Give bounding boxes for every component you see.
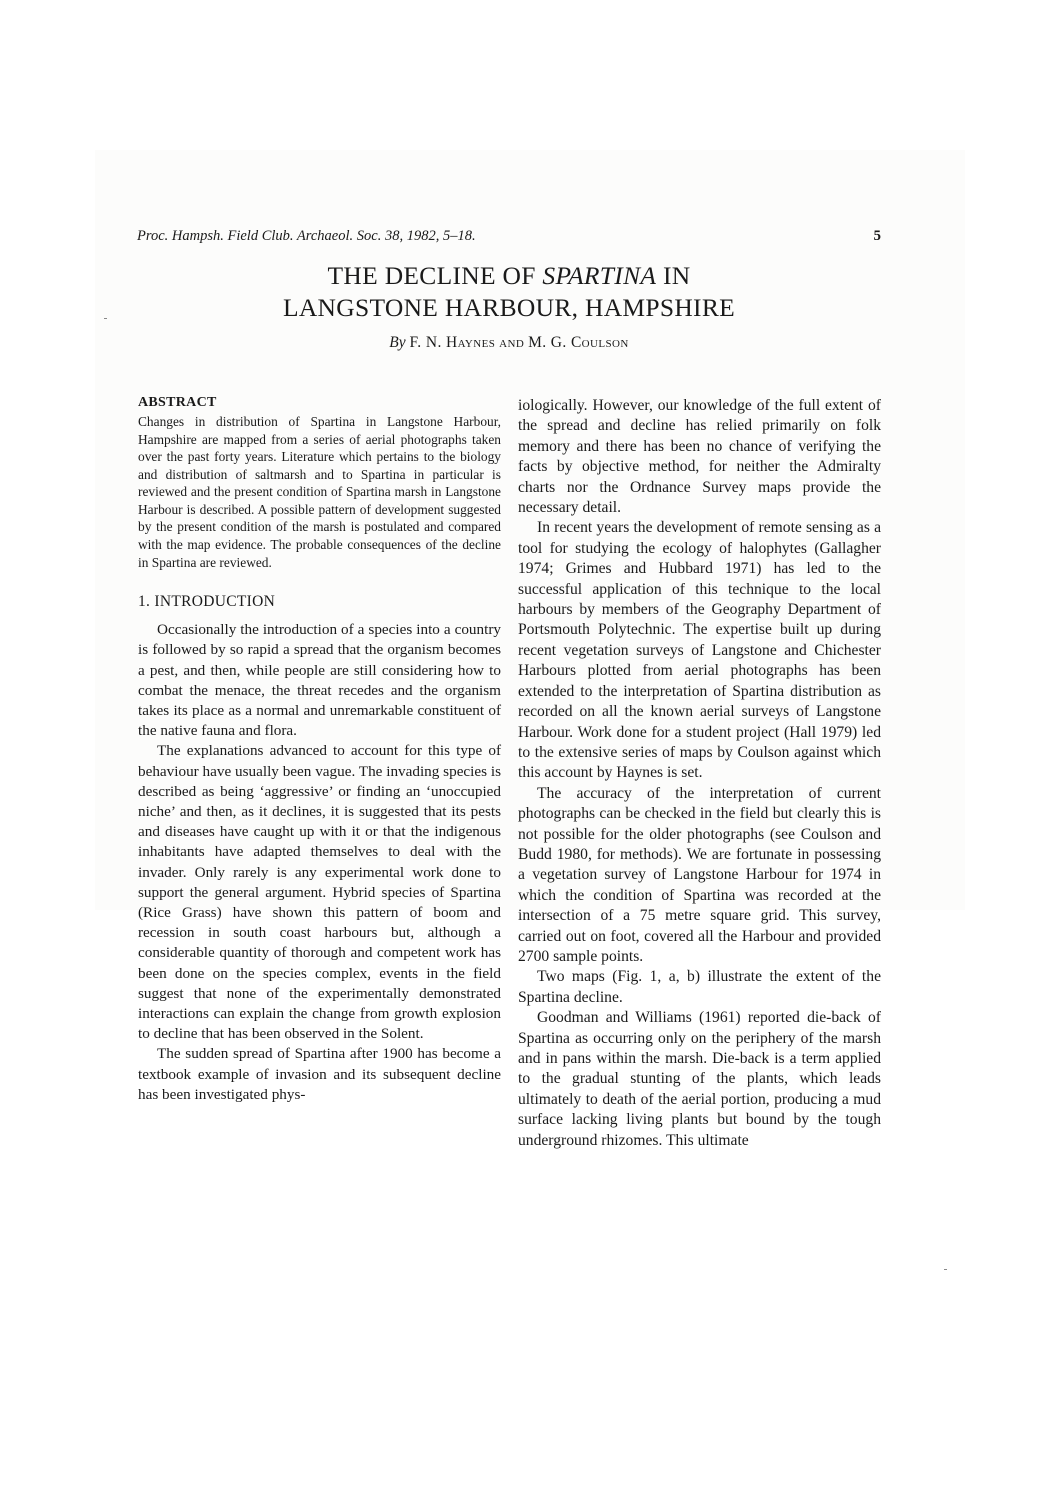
- scan-speck: [104, 318, 107, 319]
- right-column: [518, 396, 881, 1151]
- byline: [137, 334, 881, 352]
- paragraph: Occasionally the introduction of a species into a country is followed by so rapid a spread that the organism becomes a pest, and then, while people are still considering how to combat the menace, the threat recedes and the organism takes its place as a normal and unremarkable constituent of the native fauna and flora.: [138, 621, 501, 740]
- paragraph: The accuracy of the interpretation of current photographs can be checked in the field but clearly this is not possible for the older photographs (see Coulson and Budd 1980, for methods). We are fortunate in possessing a vegetation survey of Langstone Harbour for 1974 in which the condition of Spartina was recorded at the intersection of a 75 metre square grid. This survey, carried out on foot, covered all the Harbour and provided 2700 sample points.: [518, 784, 881, 965]
- byline-by: By: [389, 334, 406, 351]
- left-column: [138, 393, 501, 1105]
- title-italic: SPARTINA: [542, 261, 657, 290]
- scan-speck: [944, 1269, 947, 1270]
- title-line-1: [137, 260, 881, 292]
- title-prefix: THE DECLINE OF: [327, 261, 543, 290]
- author-2: M. G. Coulson: [528, 334, 629, 351]
- introduction-body: [138, 620, 501, 1105]
- title-line-2: LANGSTONE HARBOUR, HAMPSHIRE: [282, 293, 736, 322]
- title-suffix: IN: [656, 261, 691, 290]
- paragraph: In recent years the development of remote sensing as a tool for studying the ecology of halophytes (Gallagher 1974; Grimes and Hubbard 1971) has led to the successful application of this technique to the local harbours by members of the Geography Department of Portsmouth Polytechnic. The expertise built up during recent vegetation surveys of Langstone and Chichester Harbours plotted from aerial photographs has been extended to the interpretation of Spartina distribution as recorded on all the known aerial surveys of Langstone Harbour. Work done for a student project (Hall 1979) led to the extensive series of maps by Coulson against which this account by Haynes is set.: [518, 519, 881, 782]
- journal-citation: Proc. Hampsh. Field Club. Archaeol. Soc. 38, 1982, 5–18.: [137, 228, 476, 244]
- article-title: [137, 260, 881, 324]
- paragraph: The explanations advanced to account for this type of behaviour have usually been vague. The invading species is described as being ‘aggressive’ or finding an ‘unoccupied niche’ and then, as it declines, it is suggested that its pests and diseases have caught up with it or that the indigenous inhabitants have adapted themselves to deal with the invader. Only rarely is any experimental work done to support the general argument. Hybrid species of Spartina (Rice Grass) have shown this pattern of boom and recession in south coast harbours but, although a considerable quantity of thorough and competent work has been done on the species complex, events in the field suggest that none of the experimentally demonstrated interactions can explain the change from growth explosion to decline that has been observed in the Solent.: [138, 742, 501, 1043]
- paragraph: iologically. However, our knowledge of the full extent of the spread and decline has relied primarily on folk memory and there has been no chance of verifying the facts by objective method, for neither the Admiralty charts nor the Ordnance Survey maps provide the necessary detail.: [518, 397, 881, 517]
- paragraph: The sudden spread of Spartina after 1900 has become a textbook example of invasion and its subsequent decline has been investigated phys-: [138, 1045, 501, 1103]
- author-1: F. N. Haynes: [409, 334, 496, 351]
- section-heading-introduction: 1. INTRODUCTION: [138, 593, 276, 611]
- paragraph: Two maps (Fig. 1, a, b) illustrate the extent of the Spartina decline.: [518, 968, 881, 1006]
- byline-and: and: [499, 334, 525, 351]
- abstract-heading: ABSTRACT: [138, 395, 217, 410]
- abstract-text: Changes in distribution of Spartina in Langstone Harbour, Hampshire are mapped from a series of aerial photographs taken over the past forty years. Literature which pertains to the biology and distribution of saltmarsh and to Spartina in particular is reviewed and the present condition of Spartina marsh in Langstone Harbour is described. A possible pattern of development suggested by the present condition of the marsh is postulated and compared with the map evidence. The probable consequences of the decline in Spartina are reviewed.: [138, 413, 501, 570]
- running-head: [137, 228, 881, 245]
- paragraph: Goodman and Williams (1961) reported die-back of Spartina as occurring only on the periphery of the marsh and in pans within the marsh. Die-back is a term applied to the gradual stunting of the plants, which leads ultimately to death of the aerial portion, producing a mud surface lacking living plants but bound by the tough underground rhizomes. This ultimate: [518, 1009, 881, 1149]
- page-number: 5: [873, 228, 881, 244]
